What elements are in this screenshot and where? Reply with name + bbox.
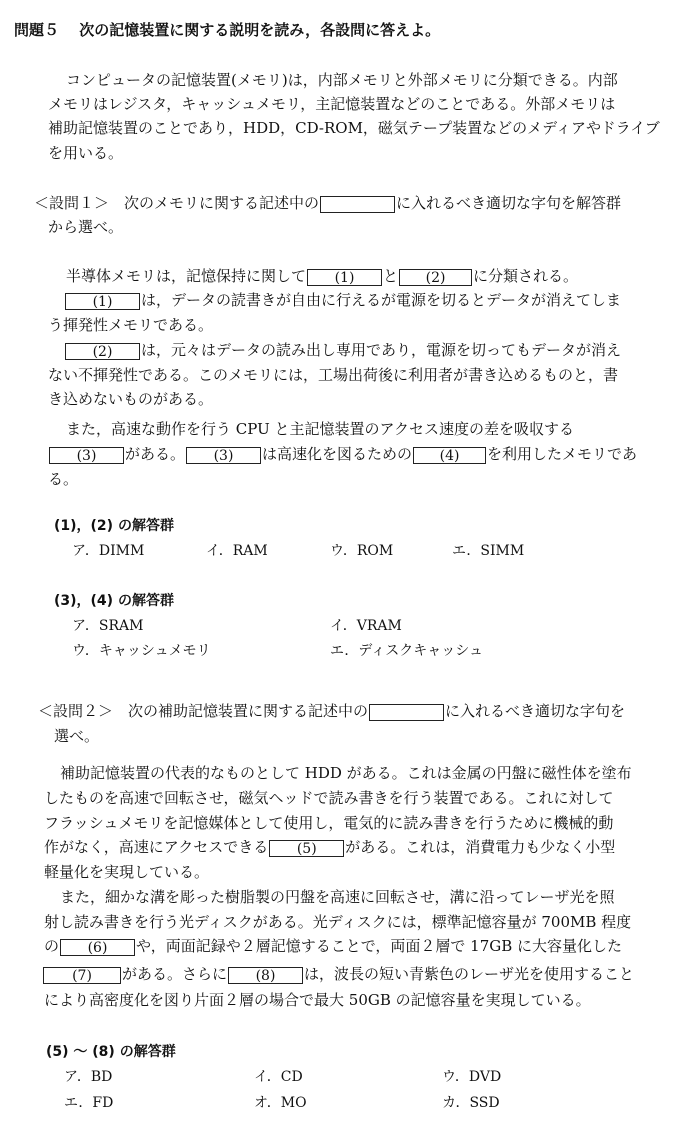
blank-6: (6) bbox=[60, 939, 135, 956]
q1-para-3-cont: ない不揮発性である。このメモリには，工場出荷後に利用者が書き込めるものと，書 bbox=[48, 366, 619, 384]
blank-4: (4) bbox=[413, 447, 486, 464]
option-a: ア．DIMM bbox=[72, 543, 145, 559]
q2-line-3: フラッシュメモリを記憶媒体として使用し，電気的に読み書きを行うために機械的動 bbox=[44, 814, 614, 832]
option-i: イ．VRAM bbox=[330, 618, 402, 634]
option-u: ウ．ROM bbox=[330, 543, 394, 559]
q2-heading: ＜設問２＞ 次の補助記憶装置に関する記述中の に入れるべき適切な字句を bbox=[38, 702, 626, 720]
answer-group-3-4-title: (3)，(4) の解答群 bbox=[54, 593, 174, 609]
q1-para-4-end: る。 bbox=[48, 470, 79, 488]
intro-line-4: を用いる。 bbox=[48, 144, 124, 162]
option-ka: カ．SSD bbox=[442, 1095, 500, 1111]
option-a: ア．SRAM bbox=[72, 618, 144, 634]
q2-line-6: また，細かな溝を彫った樹脂製の円盤を高速に回転させ，溝に沿ってレーザ光を照 bbox=[60, 888, 615, 906]
blank-1: (1) bbox=[307, 269, 382, 286]
option-e: エ．SIMM bbox=[452, 543, 525, 559]
blank-3: (3) bbox=[186, 447, 261, 464]
option-i: イ．CD bbox=[254, 1069, 303, 1085]
blank-7: (7) bbox=[43, 967, 121, 984]
q1-para-4: また，高速な動作を行う CPU と主記憶装置のアクセス速度の差を吸収する bbox=[66, 420, 575, 438]
page-title: 問題５ 次の記憶装置に関する説明を読み，各設問に答えよ。 bbox=[14, 21, 441, 39]
q1-para-2-cont: う揮発性メモリである。 bbox=[48, 316, 214, 334]
blank-3: (3) bbox=[49, 447, 124, 464]
q2-line-9: (7) がある。さらに (8) は，波長の短い青紫色のレーザ光を使用すること bbox=[42, 964, 634, 984]
q1-para-2: (1) は，データの読書きが自由に行えるが電源を切るとデータが消えてしま bbox=[64, 290, 621, 310]
empty-blank-box bbox=[369, 704, 444, 721]
q2-line-1: 補助記憶装置の代表的なものとして HDD がある。これは金属の円盤に磁性体を塗布 bbox=[60, 764, 632, 782]
option-e: エ．ディスクキャッシュ bbox=[330, 643, 484, 659]
q2-heading-cont: 選べ。 bbox=[54, 727, 100, 745]
q1-heading-cont: から選べ。 bbox=[48, 218, 124, 236]
empty-blank-box bbox=[320, 196, 395, 213]
intro-line-2: メモリはレジスタ，キャッシュメモリ，主記憶装置などのことである。外部メモリは bbox=[48, 95, 616, 113]
q1-para-3: (2) は，元々はデータの読み出し専用であり，電源を切ってもデータが消え bbox=[64, 340, 621, 360]
option-a: ア．BD bbox=[64, 1069, 113, 1085]
q1-para-1: 半導体メモリは，記憶保持に関して (1) と (2) に分類される。 bbox=[66, 267, 579, 286]
option-u: ウ．キャッシュメモリ bbox=[72, 643, 211, 659]
q2-line-8: の (6) や，両面記録や２層記憶することで，両面２層で 17GB に大容量化した bbox=[44, 937, 623, 956]
blank-5: (5) bbox=[269, 840, 344, 857]
q1-heading: ＜設問１＞ 次のメモリに関する記述中の に入れるべき適切な字句を解答群 bbox=[34, 194, 622, 212]
option-i: イ．RAM bbox=[206, 543, 268, 559]
q2-line-10: により高密度化を図り片面２層の場合で最大 50GB の記憶容量を実現している。 bbox=[44, 991, 591, 1009]
answer-group-1-2-title: (1)，(2) の解答群 bbox=[54, 518, 174, 534]
blank-2: (2) bbox=[399, 269, 472, 286]
blank-1: (1) bbox=[65, 293, 140, 310]
blank-8: (8) bbox=[228, 967, 303, 984]
q2-line-5: 軽量化を実現している。 bbox=[44, 863, 210, 881]
option-e: エ．FD bbox=[64, 1095, 114, 1111]
intro-line-3: 補助記憶装置のことであり，HDD，CD-ROM，磁気テープ装置などのメディアやドライブ bbox=[48, 119, 660, 137]
q2-line-7: 射し読み書きを行う光ディスクがある。光ディスクには，標準記憶容量が 700MB 程度 bbox=[44, 913, 632, 931]
option-o: オ．MO bbox=[254, 1095, 307, 1111]
option-u: ウ．DVD bbox=[442, 1069, 502, 1085]
intro-line-1: コンピュータの記憶装置(メモリ)は，内部メモリと外部メモリに分類できる。内部 bbox=[66, 71, 618, 89]
q1-para-4-cont: (3) がある。 (3) は高速化を図るための (4) を利用したメモリであ bbox=[48, 444, 637, 464]
q1-para-3-end: き込めないものがある。 bbox=[48, 390, 214, 408]
blank-2: (2) bbox=[65, 343, 140, 360]
q2-line-2: したものを高速で回転させ，磁気ヘッドで読み書きを行う装置である。これに対して bbox=[44, 789, 614, 807]
answer-group-5-8-title: (5) ～ (8) の解答群 bbox=[46, 1044, 176, 1060]
q2-line-4: 作がなく，高速にアクセスできる (5) がある。これは，消費電力も少なく小型 bbox=[44, 838, 616, 857]
